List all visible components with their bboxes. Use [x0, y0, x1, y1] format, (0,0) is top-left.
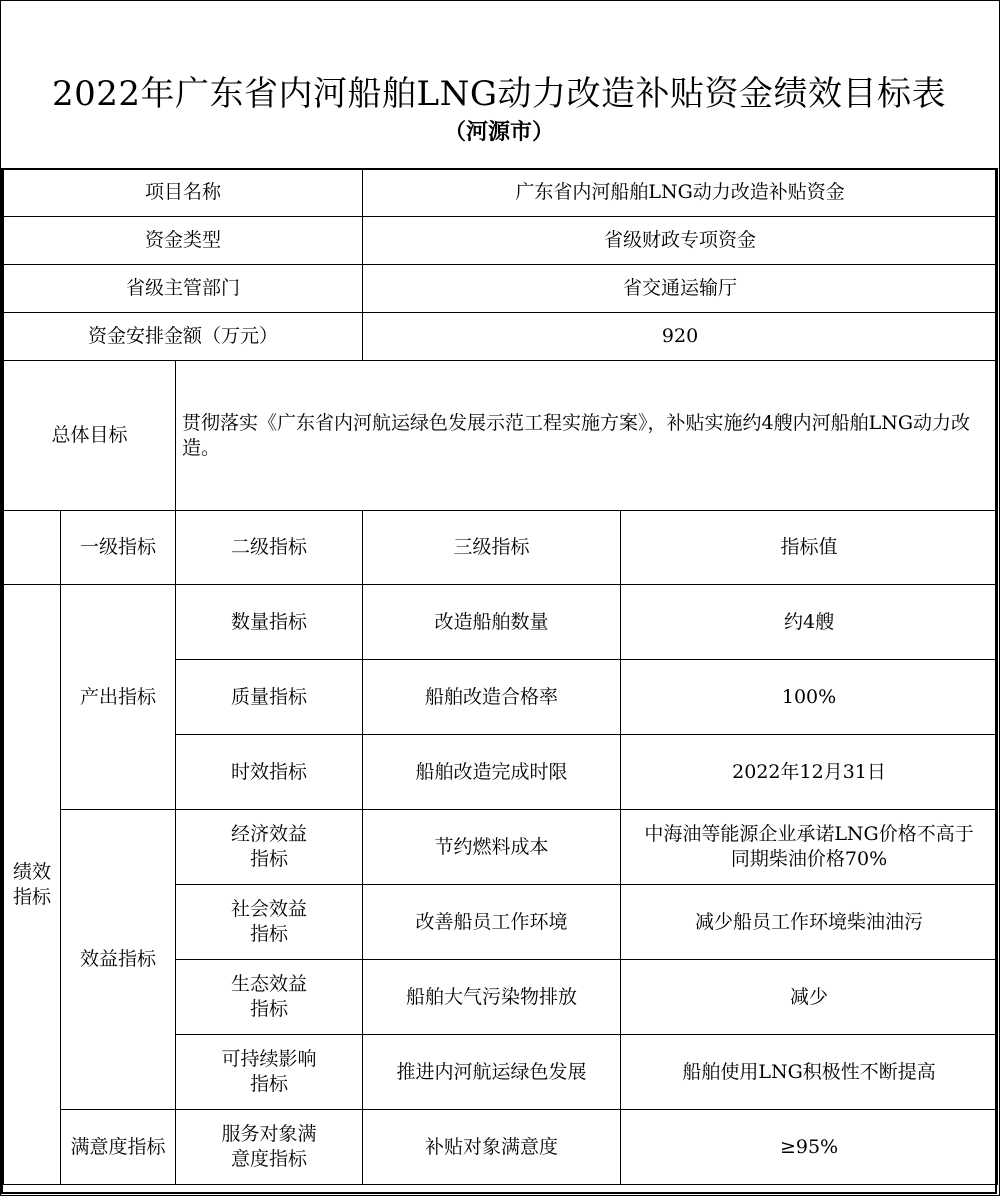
group-benefit: 效益指标 [61, 810, 176, 1110]
level3-cell: 船舶改造合格率 [363, 660, 621, 735]
value-cell: 减少船员工作环境柴油油污 [621, 885, 998, 960]
level2-cell: 数量指标 [176, 585, 363, 660]
level2-cell: 时效指标 [176, 735, 363, 810]
value-cell: 船舶使用LNG积极性不断提高 [621, 1035, 998, 1110]
amount-value: 920 [363, 313, 998, 361]
project-name-label: 项目名称 [4, 169, 363, 217]
header-level1: 一级指标 [61, 511, 176, 585]
table-row-amount [4, 313, 998, 361]
table-header-row [4, 511, 998, 585]
performance-table [3, 168, 998, 1185]
value-cell: 约4艘 [621, 585, 998, 660]
group-satisfaction: 满意度指标 [61, 1110, 176, 1185]
table-row [4, 585, 998, 660]
goal-label: 总体目标 [4, 361, 176, 511]
dept-value: 省交通运输厅 [363, 265, 998, 313]
level2-cell: 社会效益指标 [176, 885, 363, 960]
level3-cell: 船舶大气污染物排放 [363, 960, 621, 1035]
level3-cell: 船舶改造完成时限 [363, 735, 621, 810]
table-row [4, 1110, 998, 1185]
level2-cell: 服务对象满意度指标 [176, 1110, 363, 1185]
level3-cell: 补贴对象满意度 [363, 1110, 621, 1185]
level2-cell: 质量指标 [176, 660, 363, 735]
value-cell: 减少 [621, 960, 998, 1035]
value-cell: 2022年12月31日 [621, 735, 998, 810]
header-level2: 二级指标 [176, 511, 363, 585]
level2-cell: 经济效益指标 [176, 810, 363, 885]
level3-cell: 节约燃料成本 [363, 810, 621, 885]
value-cell: 100% [621, 660, 998, 735]
header-value: 指标值 [621, 511, 998, 585]
performance-label: 绩效指标 [4, 585, 61, 1185]
fund-type-label: 资金类型 [4, 217, 363, 265]
header-blank [4, 511, 61, 585]
fund-type-value: 省级财政专项资金 [363, 217, 998, 265]
dept-label: 省级主管部门 [4, 265, 363, 313]
table-row-dept [4, 265, 998, 313]
level3-cell: 改造船舶数量 [363, 585, 621, 660]
table-row-goal [4, 361, 998, 511]
level3-cell: 改善船员工作环境 [363, 885, 621, 960]
group-output: 产出指标 [61, 585, 176, 810]
table-row-fund-type [4, 217, 998, 265]
header-level3: 三级指标 [363, 511, 621, 585]
table-row-project-name [4, 169, 998, 217]
value-cell: 中海油等能源企业承诺LNG价格不高于同期柴油价格70% [621, 810, 998, 885]
amount-label: 资金安排金额（万元） [4, 313, 363, 361]
level2-cell: 可持续影响指标 [176, 1035, 363, 1110]
project-name-value: 广东省内河船舶LNG动力改造补贴资金 [363, 169, 998, 217]
table-row [4, 810, 998, 885]
level3-cell: 推进内河航运绿色发展 [363, 1035, 621, 1110]
level2-cell: 生态效益指标 [176, 960, 363, 1035]
page-title: 2022年广东省内河船舶LNG动力改造补贴资金绩效目标表 [51, 74, 946, 114]
page-subtitle: （河源市） [443, 119, 554, 145]
value-cell: ≥95% [621, 1110, 998, 1185]
goal-value: 贯彻落实《广东省内河航运绿色发展示范工程实施方案》，补贴实施约4艘内河船舶LNG动力改造。 [176, 361, 998, 511]
